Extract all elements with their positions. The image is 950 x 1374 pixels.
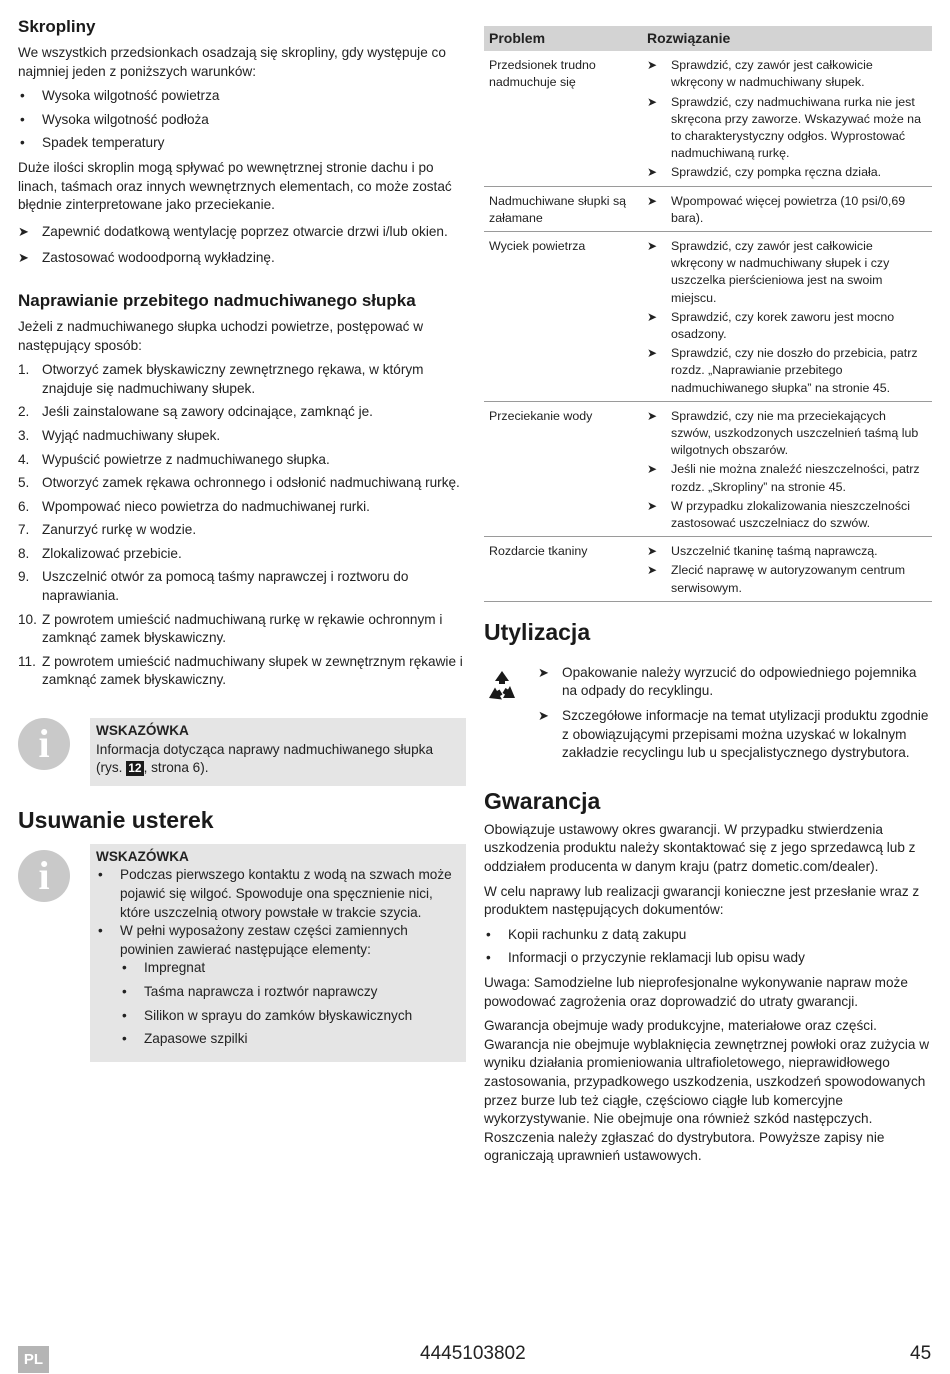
list-item: 6. Wpompować nieco powietrza do nadmuchiwanej rurki. <box>18 498 370 514</box>
list-item: ➤ Sprawdzić, czy pompka ręczna działa. <box>647 164 927 181</box>
warranty-p3: Uwaga: Samodzielne lub nieprofesjonalne wykonywanie napraw może powodować zagrożenia oraz doprowadzić do utraty gwarancji. <box>484 975 908 1009</box>
list-item: • Wysoka wilgotność powietrza <box>18 87 466 106</box>
note-text: Informacja dotycząca naprawy nadmuchiwanego słupka (rys. 12 , strona 6). <box>96 741 434 776</box>
list-item: • Informacji o przyczynie reklamacji lub opisu wady <box>484 949 932 968</box>
list-item: ➤ Sprawdzić, czy zawór jest całkowicie wkręcony w nadmuchiwany słupek. <box>647 57 927 91</box>
skropliny-paragraph: Duże ilości skroplin mogą spływać po wewnętrznej stronie dachu i po linach, taśmach oraz innych wewnętrznych elementach, co może zostać błędnie zinterpretowane jako przeciekanie. <box>18 159 452 213</box>
list-item: ➤ Zastosować wodoodporną wykładzinę. <box>18 249 466 268</box>
list-item: • Taśma naprawcza i roztwór naprawczy <box>120 983 460 1002</box>
list-item: • Podczas pierwszego kontaktu z wodą na szwach może pojawić się wilgoć. Spowoduje ona spęcznienie nici, które uszczelnią otwory powstałe w trakcie szycia. <box>96 866 460 922</box>
disposal-block <box>484 664 932 763</box>
list-item: • Kopii rachunku z datą zakupu <box>484 926 932 945</box>
solution-cell <box>642 537 932 602</box>
list-item: 11. Z powrotem umieścić nadmuchiwany słupek w zewnętrznym rękawie i zamknąć zamek błyskawiczny. <box>18 653 463 688</box>
list-item: 4. Wypuścić powietrze z nadmuchiwanego słupka. <box>18 451 330 467</box>
list-item: ➤ Jeśli nie można znaleźć nieszczelności, patrz rozdz. „Skropliny” na stronie 45. <box>647 461 927 495</box>
left-column <box>18 16 466 1062</box>
list-item: 5. Otworzyć zamek rękawa ochronnego i odsłonić nadmuchiwaną rurkę. <box>18 475 460 491</box>
troubleshoot-heading: Usuwanie usterek <box>18 806 214 833</box>
repair-note <box>18 718 466 786</box>
solution-cell <box>642 186 932 231</box>
list-item: • Spadek temperatury <box>18 134 466 153</box>
list-item: ➤ Sprawdzić, czy nadmuchiwana rurka nie jest skręcona przy zaworze. Wskazywać może na to charakterystyczny odgłos. Wyprostować nadmuchiwaną rurkę. <box>647 94 927 163</box>
document-code: 4445103802 <box>420 1343 526 1364</box>
list-item: ➤ Zapewnić dodatkową wentylację poprzez otwarcie drzwi i/lub okien. <box>18 223 466 242</box>
skropliny-conditions <box>18 87 466 153</box>
troubleshoot-note <box>18 844 466 1062</box>
solution-cell <box>642 401 932 536</box>
table-row <box>484 51 932 186</box>
right-column <box>484 26 932 1172</box>
list-item: ➤ Szczegółowe informacje na temat utylizacji produktu zgodnie z obowiązującymi przepisami można uzyskać w lokalnym zakładzie recyclingu lub u specjalistycznego dystrybutora. <box>538 707 932 763</box>
list-item: ➤ Opakowanie należy wyrzucić do odpowiedniego pojemnika na odpady do recyklingu. <box>538 664 932 701</box>
list-item: ➤ Sprawdzić, czy nie doszło do przebicia, patrz rozdz. „Naprawianie przebitego nadmuchiwanego słupka” na stronie 45. <box>647 345 927 397</box>
list-item: 8. Zlokalizować przebicie. <box>18 545 182 561</box>
warranty-docs <box>484 926 932 968</box>
table-row <box>484 401 932 536</box>
list-item: 2. Jeśli zainstalowane są zawory odcinające, zamknąć je. <box>18 404 373 420</box>
language-badge: PL <box>18 1346 49 1373</box>
list-item: 3. Wyjąć nadmuchiwany słupek. <box>18 427 221 443</box>
solution-cell <box>642 232 932 402</box>
list-item: ➤ W przypadku zlokalizowania nieszczelności zastosować uszczelniacz do szwów. <box>647 498 927 532</box>
warranty-p4: Gwarancja obejmuje wady produkcyjne, materiałowe oraz części. Gwarancja nie obejmuje wyblaknięcia zewnętrznej powłoki oraz zużycia w wyniku działania promieniowania ultrafioletowego, nieprawidłowego zastosowania, przypadkowego uszkodzenia, uszkodzeń spowodowanych przez burze lub też ciągłe, częściowo ciągłe lub komercyjne wykorzystywanie. Nie obejmuje ona również szkód następczych. Roszczenia należy zgłaszać do dystrybutora. Powyższe zapisy nie ograniczają uprawnień ustawowych. <box>484 1018 930 1164</box>
disposal-list <box>538 664 932 763</box>
list-item: • Wysoka wilgotność podłoża <box>18 111 466 130</box>
solution-cell <box>642 51 932 186</box>
problem-cell: Rozdarcie tkaniny <box>484 537 642 602</box>
list-item: 9. Uszczelnić otwór za pomocą taśmy naprawczej i roztworu do naprawiania. <box>18 569 409 604</box>
note-heading: WSKAZÓWKA <box>96 848 189 864</box>
disposal-heading: Utylizacja <box>484 618 591 645</box>
list-item: • W pełni wyposażony zestaw części zamiennych powinien zawierać następujące elementy: • Impregnat • Taśma naprawcza i roztwór naprawczy • Silikon w sprayu do zamków błyskawicznych • Zapasowe szpilki <box>96 922 460 1049</box>
problem-cell: Nadmuchiwane słupki są załamane <box>484 186 642 231</box>
list-item: 10. Z powrotem umieścić nadmuchiwaną rurkę w rękawie ochronnym i zamknąć zamek błyskawiczny. <box>18 611 443 646</box>
note-heading: WSKAZÓWKA <box>96 723 189 739</box>
spare-parts-list <box>120 959 460 1048</box>
table-header-row <box>484 26 932 51</box>
repair-steps <box>18 361 466 690</box>
list-item: ➤ Wpompować więcej powietrza (10 psi/0,69 bara). <box>647 193 927 227</box>
list-item: ➤ Sprawdzić, czy korek zaworu jest mocno osadzony. <box>647 309 927 343</box>
repair-intro: Jeżeli z nadmuchiwanego słupka uchodzi powietrze, postępować w następujący sposób: <box>18 318 424 353</box>
skropliny-heading: Skropliny <box>18 17 96 36</box>
col-header-solution: Rozwiązanie <box>642 26 932 51</box>
note-bullets <box>96 866 460 1048</box>
table-row <box>484 232 932 402</box>
warranty-p2: W celu naprawy lub realizacji gwarancji konieczne jest przesłanie wraz z produktem następujących dokumentów: <box>484 883 920 918</box>
info-icon <box>18 718 70 770</box>
list-item: • Impregnat <box>120 959 460 978</box>
skropliny-intro: We wszystkich przedsionkach osadzają się skropliny, gdy występuje co najmniej jeden z poniższych warunków: <box>18 45 446 79</box>
col-header-problem: Problem <box>484 26 642 51</box>
list-item: 1. Otworzyć zamek błyskawiczny zewnętrznego rękawa, w którym znajduje się nadmuchiwany słupek. <box>18 362 424 396</box>
table-row <box>484 537 932 602</box>
page-number: 45 <box>910 1343 932 1364</box>
warranty-p1: Obowiązuje ustawowy okres gwarancji. W przypadku stwierdzenia uszkodzenia produktu należy skontaktować się z jego sprzedawcą lub z oddziałem producenta w danym kraju (patrz dometic.com/dealer). <box>484 821 916 875</box>
recycle-icon <box>484 668 520 704</box>
skropliny-actions <box>18 223 466 268</box>
info-icon <box>18 850 70 902</box>
list-item: ➤ Zlecić naprawę w autoryzowanym centrum serwisowym. <box>647 562 927 596</box>
list-item: • Zapasowe szpilki <box>120 1030 460 1049</box>
note-box <box>90 718 466 786</box>
list-item: • Silikon w sprayu do zamków błyskawicznych <box>120 1007 460 1026</box>
warranty-heading: Gwarancja <box>484 787 601 814</box>
troubleshoot-table <box>484 26 932 602</box>
problem-cell: Przedsionek trudno nadmuchuje się <box>484 51 642 186</box>
list-item: ➤ Sprawdzić, czy nie ma przeciekających szwów, uszkodzonych uszczelnień taśmą lub wilgotnych obszarów. <box>647 408 927 460</box>
list-item: ➤ Uszczelnić tkaninę taśmą naprawczą. <box>647 543 927 560</box>
list-item: ➤ Sprawdzić, czy zawór jest całkowicie wkręcony w nadmuchiwany słupek i czy uszczelka pierścieniowa jest na swoim miejscu. <box>647 238 927 307</box>
note-box <box>90 844 466 1062</box>
list-item: 7. Zanurzyć rurkę w wodzie. <box>18 522 197 538</box>
table-row <box>484 186 932 231</box>
problem-cell: Przeciekanie wody <box>484 401 642 536</box>
repair-heading: Naprawianie przebitego nadmuchiwanego słupka <box>18 290 416 310</box>
figure-badge: 12 <box>128 761 142 776</box>
problem-cell: Wyciek powietrza <box>484 232 642 402</box>
